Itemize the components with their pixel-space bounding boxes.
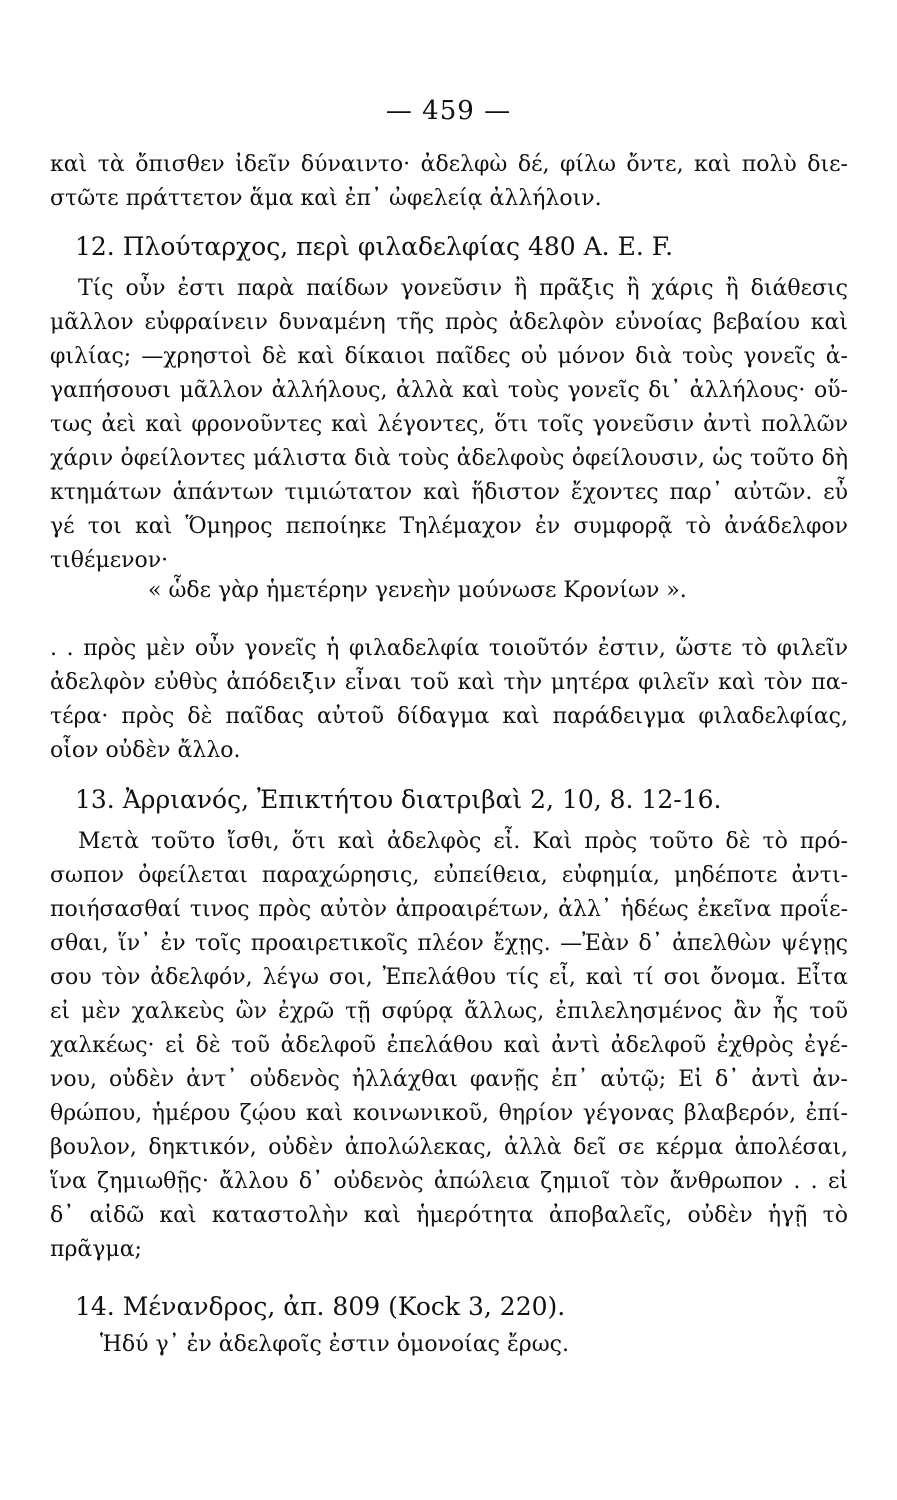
text-line: εἰ μὲν χαλκεὺς ὢν ἐχρῶ τῇ σφύρᾳ ἄλλως, ἐπιλελησμένος ἂν ἦς τοῦ (50, 999, 848, 1024)
text-line: νου, οὐδὲν ἀντ᾽ οὐδενὸς ἠλλάχθαι φανῇς ἐπ᾽ αὐτῷ; Εἰ δ᾽ ἀντὶ ἀν- (50, 1067, 848, 1092)
text-line: θρώπου, ἡμέρου ζῴου καὶ κοινωνικοῦ, θηρίον γέγονας βλαβερόν, ἐπί- (50, 1101, 848, 1126)
paragraph-12b (50, 632, 848, 768)
text-line: ἵνα ζημιωθῇς· ἄλλου δ᾽ οὐδενὸς ἀπώλεια ζημιοῖ τὸν ἄνθρωπον . . εἰ (50, 1169, 848, 1194)
paragraph-continuation (50, 148, 848, 216)
text-line: γαπήσουσι μᾶλλον ἀλλήλους, ἀλλὰ καὶ τοὺς γονεῖς δι᾽ ἀλλήλους· οὕ- (50, 378, 848, 403)
text-line: γέ τοι καὶ Ὅμηρος πεποίηκε Τηλέμαχον ἐν συμφορᾷ τὸ ἀνάδελφον (50, 514, 848, 539)
text-line: οἷον οὐδὲν ἄλλο. (50, 738, 241, 763)
text-line: φιλίας; —χρηστοὶ δὲ καὶ δίκαιοι παῖδες οὐ μόνον διὰ τοὺς γονεῖς ἀ- (50, 344, 848, 369)
text-line: τέρα· πρὸς δὲ παῖδας αὐτοῦ δίδαγμα καὶ παράδειγμα φιλαδελφίας, (50, 704, 848, 729)
text-line: σωπον ὀφείλεται παραχώρησις, εὐπείθεια, εὐφημία, μηδέποτε ἀντι- (50, 863, 848, 888)
text-line: σθαι, ἵν᾽ ἐν τοῖς προαιρετικοῖς πλέον ἔχῃς. —Ἐὰν δ᾽ ἀπελθὼν ψέγῃς (50, 931, 848, 956)
section-heading-12: 12. Πλούταρχος, περὶ φιλαδελφίας 480 A. E. F. (75, 232, 674, 261)
paragraph-12a (50, 272, 848, 578)
text-line: καὶ τὰ ὄπισθεν ἰδεῖν δύναιντο· ἀδελφὼ δέ, φίλω ὄντε, καὶ πολὺ διε- (50, 152, 848, 177)
text-line: στῶτε πράττετον ἅμα καὶ ἐπ᾽ ὠφελείᾳ ἀλλήλοιν. (50, 186, 602, 211)
text-line: δ᾽ αἰδῶ καὶ καταστολὴν καὶ ἡμερότητα ἀποβαλεῖς, οὐδὲν ἡγῇ τὸ (50, 1203, 848, 1228)
page-number: — 459 — (385, 96, 512, 126)
text-line: . . πρὸς μὲν οὖν γονεῖς ἡ φιλαδελφία τοιοῦτόν ἐστιν, ὥστε τὸ φιλεῖν (50, 636, 848, 661)
text-line: μᾶλλον εὐφραίνειν δυναμένη τῆς πρὸς ἀδελφὸν εὐνοίας βεβαίου καὶ (50, 310, 848, 335)
text-line: πρᾶγμα; (50, 1237, 142, 1262)
paragraph-13 (50, 825, 848, 1267)
section-heading-13: 13. Ἀρριανός, Ἐπικτήτου διατριβαὶ 2, 10, 8. 12-16. (75, 785, 722, 814)
text-line: ἀδελφὸν εὐθὺς ἀπόδειξιν εἶναι τοῦ καὶ τὴν μητέρα φιλεῖν καὶ τὸν πα- (50, 670, 848, 695)
text-line: τιθέμενον· (50, 548, 169, 573)
text-line: σου τὸν ἀδελφόν, λέγω σοι, Ἐπελάθου τίς εἶ, καὶ τί σοι ὄνομα. Εἶτα (50, 965, 848, 990)
text-line: χαλκέως· εἰ δὲ τοῦ ἀδελφοῦ ἐπελάθου καὶ ἀντὶ ἀδελφοῦ ἐχθρὸς ἐγέ- (50, 1033, 848, 1058)
section-heading-14: 14. Μένανδρος, ἀπ. 809 (Kock 3, 220). (75, 1292, 566, 1321)
text-line: χάριν ὀφείλοντες μάλιστα διὰ τοὺς ἀδελφοὺς ὀφείλουσιν, ὡς τοῦτο δὴ (50, 446, 848, 471)
text-line: κτημάτων ἁπάντων τιμιώτατον καὶ ἥδιστον ἔχοντες παρ᾽ αὐτῶν. εὖ (50, 480, 848, 505)
text-line: Τίς οὖν ἐστι παρὰ παίδων γονεῦσιν ἢ πρᾶξις ἢ χάρις ἢ διάθεσις (78, 276, 848, 301)
text-line: τως ἀεὶ καὶ φρονοῦντες καὶ λέγοντες, ὅτι τοῖς γονεῦσιν ἀντὶ πολλῶν (50, 412, 848, 437)
verse-quote-12: « ὧδε γὰρ ἡμετέρην γενεὴν μούνωσε Κρονίων ». (148, 578, 687, 603)
text-line: ποιήσασθαί τινος πρὸς αὐτὸν ἀπροαιρέτων, ἀλλ᾽ ἡδέως ἐκεῖνα προΐε- (50, 897, 848, 922)
text-line: Μετὰ τοῦτο ἴσθι, ὅτι καὶ ἀδελφὸς εἶ. Καὶ πρὸς τοῦτο δὲ τὸ πρό- (78, 829, 848, 854)
verse-quote-14: Ἡδύ γ᾽ ἐν ἀδελφοῖς ἐστιν ὁμονοίας ἔρως. (100, 1332, 569, 1357)
text-line: βουλον, δηκτικόν, οὐδὲν ἀπολώλεκας, ἀλλὰ δεῖ σε κέρμα ἀπολέσαι, (50, 1135, 848, 1160)
